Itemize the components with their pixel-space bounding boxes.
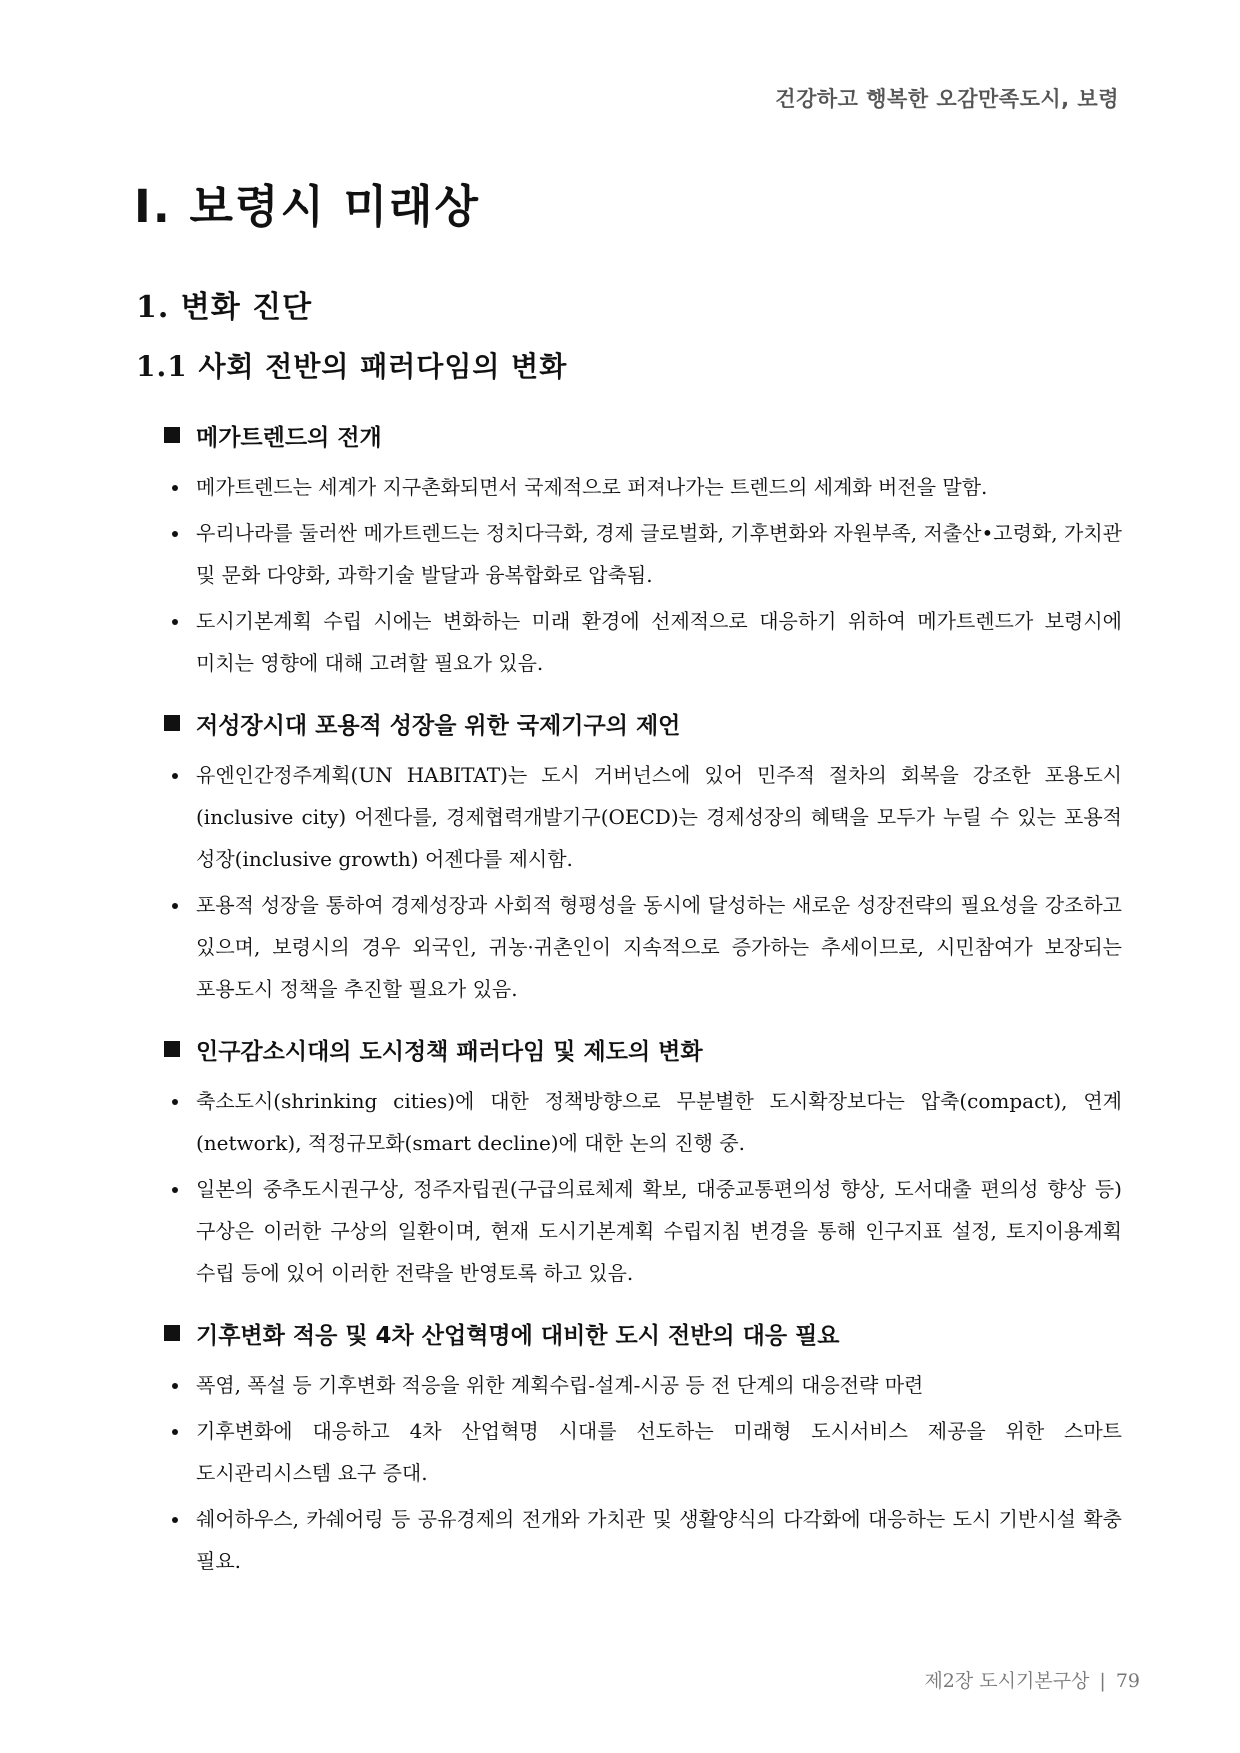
topic-heading-text: 저성장시대 포용적 성장을 위한 국제기구의 제언 [196,712,681,739]
topic-heading [162,706,1122,740]
list-item-text: 쉐어하우스, 카쉐어링 등 공유경제의 전개와 가치관 및 생활양식의 다각화에 대응하는 도시 기반시설 확충 필요. [196,1507,1122,1573]
black-square-icon [164,1325,180,1341]
bullet-list [162,754,1122,1010]
list-item [162,1080,1122,1164]
list-item-text: 도시기본계획 수립 시에는 변화하는 미래 환경에 선제적으로 대응하기 위하여 메가트렌드가 보령시에 미치는 영향에 대해 고려할 필요가 있음. [196,609,1122,675]
list-item [162,1410,1122,1494]
list-item [162,1168,1122,1294]
topic-population-decline [162,1032,1122,1294]
bullet-icon [172,1099,178,1105]
list-item-text: 메가트렌드는 세계가 지구촌화되면서 국제적으로 퍼져나가는 트렌드의 세계화 버전을 말함. [196,475,988,499]
list-item-text: 우리나라를 둘러싼 메가트렌드는 정치다극화, 경제 글로벌화, 기후변화와 자원부족, 저출산•고령화, 가치관 및 문화 다양화, 과학기술 발달과 융복합화로 압축됨. [196,521,1122,587]
bullet-icon [172,531,178,537]
bullet-icon [172,485,178,491]
list-item-text: 유엔인간정주계획(UN HABITAT)는 도시 거버넌스에 있어 민주적 절차의 회복을 강조한 포용도시(inclusive city) 어젠다를, 경제협력개발기구(OECD)는 경제성장의 혜택을 모두가 누릴 수 있는 포용적 성장(inclusive growth) 어젠다를 제시함. [196,763,1122,871]
black-square-icon [164,1041,180,1057]
topic-inclusive-growth [162,706,1122,1010]
list-item [162,600,1122,684]
bullet-list [162,1364,1122,1582]
topic-heading [162,1032,1122,1066]
topic-heading [162,418,1122,452]
topic-climate-industry [162,1316,1122,1582]
page-footer [924,1666,1140,1693]
subsection-title: 1.1 사회 전반의 패러다임의 변화 [136,350,568,383]
footer-chapter-label: 제2장 도시기본구상 [924,1670,1090,1692]
list-item-text: 기후변화에 대응하고 4차 산업혁명 시대를 선도하는 미래형 도시서비스 제공을 위한 스마트 도시관리시스템 요구 증대. [196,1419,1122,1485]
topic-heading-text: 기후변화 적응 및 4차 산업혁명에 대비한 도시 전반의 대응 필요 [196,1322,840,1349]
bullet-icon [172,1187,178,1193]
topic-heading-text: 메가트렌드의 전개 [196,424,382,451]
list-item [162,754,1122,880]
black-square-icon [164,427,180,443]
list-item [162,512,1122,596]
list-item [162,1364,1122,1406]
list-item-text: 포용적 성장을 통하여 경제성장과 사회적 형평성을 동시에 달성하는 새로운 성장전략의 필요성을 강조하고 있으며, 보령시의 경우 외국인, 귀농·귀촌인이 지속적으로 증가하는 추세이므로, 시민참여가 보장되는 포용도시 정책을 추진할 필요가 있음. [196,893,1122,1001]
section-title: 1. 변화 진단 [136,290,313,325]
list-item-text: 폭염, 폭설 등 기후변화 적응을 위한 계획수립-설계-시공 등 전 단계의 대응전략 마련 [196,1373,924,1397]
list-item-text: 일본의 중추도시권구상, 정주자립권(구급의료체제 확보, 대중교통편의성 향상, 도서대출 편의성 향상 등) 구상은 이러한 구상의 일환이며, 현재 도시기본계획 수립지침 변경을 통해 인구지표 설정, 토지이용계획 수립 등에 있어 이러한 전략을 반영토록 하고 있음. [196,1177,1122,1285]
bullet-icon [172,903,178,909]
running-header: 건강하고 행복한 오감만족도시, 보령 [775,87,1119,111]
footer-separator: | [1099,1670,1106,1692]
list-item [162,884,1122,1010]
content-body [162,418,1122,1586]
list-item [162,466,1122,508]
list-item [162,1498,1122,1582]
bullet-icon [172,1383,178,1389]
topic-megatrends [162,418,1122,684]
bullet-list [162,1080,1122,1294]
topic-heading [162,1316,1122,1350]
bullet-icon [172,619,178,625]
black-square-icon [164,715,180,731]
chapter-title: Ⅰ. 보령시 미래상 [134,180,480,233]
page-number: 79 [1115,1670,1140,1692]
bullet-list [162,466,1122,684]
bullet-icon [172,1517,178,1523]
bullet-icon [172,773,178,779]
bullet-icon [172,1429,178,1435]
topic-heading-text: 인구감소시대의 도시정책 패러다임 및 제도의 변화 [196,1038,703,1065]
list-item-text: 축소도시(shrinking cities)에 대한 정책방향으로 무분별한 도시확장보다는 압축(compact), 연계(network), 적정규모화(smart decline)에 대한 논의 진행 중. [196,1089,1122,1155]
